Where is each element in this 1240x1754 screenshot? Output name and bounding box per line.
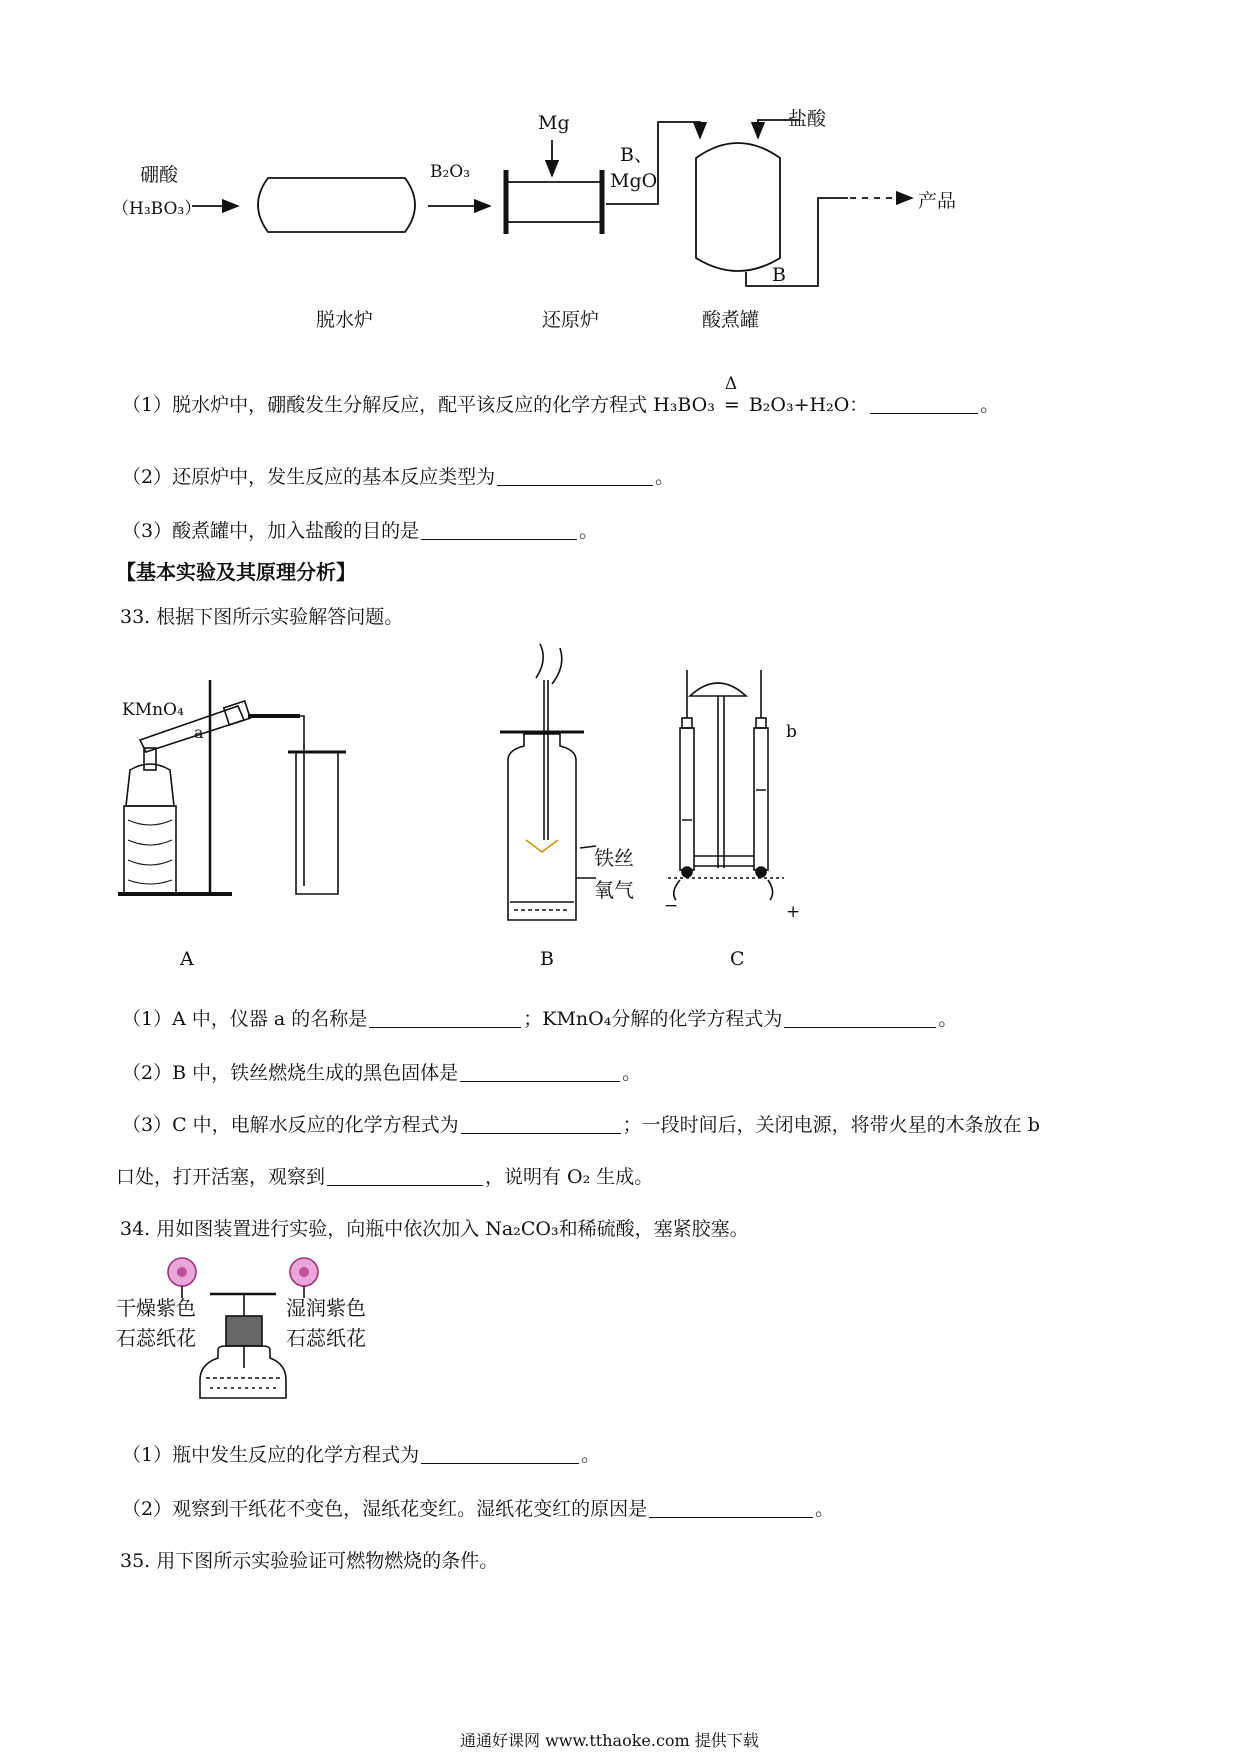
acid-boiling-tank-label: 酸煮罐	[702, 309, 760, 331]
q32-part3-end: 。	[579, 520, 599, 542]
delta-symbol: Δ	[724, 374, 738, 394]
q33-part3-continued	[116, 1162, 653, 1189]
boric-acid-formula-label: （H₃BO₃）	[112, 199, 202, 219]
q32-part2	[122, 462, 674, 489]
acid-tank-shape	[696, 143, 780, 271]
q32-part2-end: 。	[655, 466, 675, 488]
dry-flower-label-line2: 石蕊纸花	[116, 1326, 196, 1350]
test-tube-a	[140, 706, 244, 752]
wet-flower-label-line2: 石蕊纸花	[286, 1326, 366, 1350]
mgo-label: MgO	[610, 170, 658, 192]
q33-part1-text-b: ；KMnO₄分解的化学方程式为	[523, 1008, 783, 1030]
q32-part1	[122, 374, 1000, 417]
boron-output-label: B	[772, 264, 786, 286]
flow-diagram-svg	[0, 0, 1240, 340]
q33-part3-answer-blank-1[interactable]	[461, 1115, 621, 1134]
arrow-to-tank	[606, 122, 700, 204]
hydrochloric-acid-label: 盐酸	[788, 108, 827, 130]
dry-flower-label-line1: 干燥紫色	[116, 1296, 196, 1320]
q32-part1-answer-blank[interactable]	[870, 395, 978, 414]
q34-part1-end: 。	[581, 1444, 601, 1466]
wet-flower-label-line1: 湿润紫色	[286, 1296, 366, 1320]
b-mgo-label: B、	[620, 144, 653, 166]
negative-electrode-label: −	[664, 896, 679, 916]
q34-part1-answer-blank[interactable]	[421, 1445, 579, 1464]
rubber-stopper	[226, 1316, 262, 1346]
q32-part1-text: （1）脱水炉中，硼酸发生分解反应，配平该反应的化学方程式 H₃BO₃	[122, 394, 715, 416]
positive-electrode-label: +	[786, 902, 801, 922]
q33-part2	[122, 1058, 641, 1085]
q33-part2-end: 。	[622, 1062, 642, 1084]
left-stopcock	[682, 718, 692, 728]
page-footer: 通通好课网 www.tthaoke.com 提供下载	[460, 1731, 759, 1750]
dehydration-furnace-shape	[258, 178, 415, 232]
q33-part1-end: 。	[938, 1008, 958, 1030]
q33-part3-text-d: ，说明有 O₂ 生成。	[485, 1166, 654, 1188]
q33-part3-text-c: 口处，打开活塞，观察到	[116, 1166, 326, 1188]
instrument-a-label: a	[194, 723, 204, 742]
left-electrode	[682, 867, 692, 877]
q33-part3-text-a: （3）C 中，电解水反应的化学方程式为	[122, 1114, 459, 1136]
right-tube	[754, 728, 768, 870]
figure-c-apparatus	[668, 670, 784, 900]
arrow-hcl	[758, 120, 800, 138]
b2o3-label: B₂O₃	[430, 162, 471, 182]
q33-part1-answer-blank-2[interactable]	[784, 1009, 936, 1028]
right-electrode	[756, 867, 766, 877]
oxygen-jar	[508, 734, 576, 920]
q34-figure-svg	[0, 1250, 1240, 1410]
q34-part2-end: 。	[815, 1498, 835, 1520]
reaction-bottle	[200, 1346, 286, 1398]
left-tube	[680, 728, 694, 870]
q34-part1	[122, 1440, 600, 1467]
q34-part1-text: （1）瓶中发生反应的化学方程式为	[122, 1444, 420, 1466]
product-label: 产品	[918, 190, 957, 212]
kmno4-label: KMnO₄	[122, 700, 184, 720]
right-stopcock	[756, 718, 766, 728]
collection-bottle	[296, 752, 338, 894]
q32-part3	[122, 516, 598, 543]
q34-part2-answer-blank[interactable]	[649, 1499, 813, 1518]
q33-part2-text: （2）B 中，铁丝燃烧生成的黑色固体是	[122, 1062, 459, 1084]
heat-equals-sign: Δ =	[723, 374, 740, 416]
q33-part3-text-b: ；一段时间后，关闭电源，将带火星的木条放在 b	[622, 1114, 1040, 1136]
q33-part3-answer-blank-2[interactable]	[327, 1167, 483, 1186]
q34-part2	[122, 1494, 834, 1521]
port-b-label: b	[786, 722, 797, 742]
funnel	[690, 683, 746, 696]
q32-part3-text: （3）酸煮罐中，加入盐酸的目的是	[122, 520, 420, 542]
q34-part2-text: （2）观察到干纸花不变色，湿纸花变红。湿纸花变红的原因是	[122, 1498, 648, 1520]
q33-part3	[122, 1110, 1040, 1137]
boric-acid-label: 硼酸	[140, 164, 179, 186]
q33-part1-answer-blank-1[interactable]	[369, 1009, 521, 1028]
q32-part3-answer-blank[interactable]	[421, 521, 577, 540]
q33-part1	[122, 1004, 957, 1031]
q33-figures-svg	[0, 640, 1240, 950]
q34-title: 34. 用如图装置进行实验，向瓶中依次加入 Na₂CO₃和稀硫酸，塞紧胶塞。	[120, 1218, 749, 1240]
figure-a-caption: A	[180, 948, 194, 970]
dehydration-furnace-label: 脱水炉	[316, 309, 374, 331]
figure-a-apparatus	[118, 680, 346, 894]
q35-title: 35. 用下图所示实验验证可燃物燃烧的条件。	[120, 1550, 499, 1572]
q32-part2-text: （2）还原炉中，发生反应的基本反应类型为	[122, 466, 496, 488]
section-heading: 【基本实验及其原理分析】	[116, 560, 356, 584]
q32-part1-products: B₂O₃+H₂O：	[748, 394, 869, 416]
figure-c-caption: C	[730, 948, 745, 970]
figure-b-apparatus	[500, 644, 596, 920]
iron-wire-label: 铁丝	[594, 846, 634, 870]
figure-b-caption: B	[540, 948, 554, 970]
tank-output-line	[746, 198, 848, 286]
reduction-furnace-label: 还原炉	[542, 309, 600, 331]
mg-label: Mg	[538, 112, 570, 134]
iron-wire	[536, 644, 562, 840]
q33-part1-text-a: （1）A 中，仪器 a 的名称是	[122, 1008, 368, 1030]
q33-part2-answer-blank[interactable]	[460, 1063, 620, 1082]
q33-title: 33. 根据下图所示实验解答问题。	[120, 606, 404, 628]
q32-part1-end: 。	[980, 394, 1000, 416]
oxygen-label: 氧气	[594, 878, 634, 902]
q32-part2-answer-blank[interactable]	[497, 467, 653, 486]
